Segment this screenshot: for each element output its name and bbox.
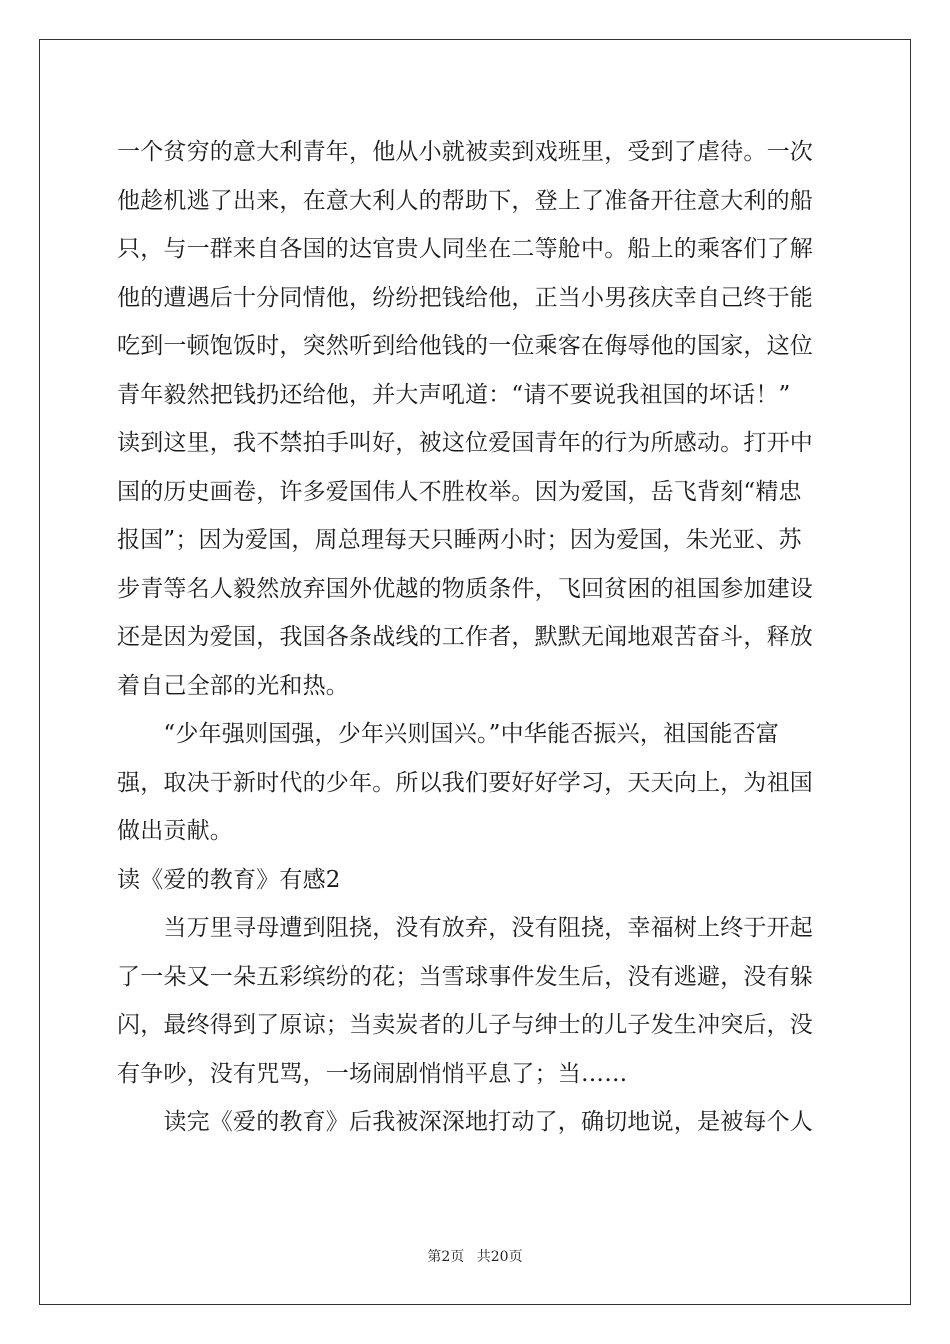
text-line: 有争吵，没有咒骂，一场闹剧悄悄平息了；当…… xyxy=(117,1060,628,1087)
text-line: 强，取决于新时代的少年。所以我们要好好学习，天天向上，为祖国 xyxy=(117,769,813,796)
section-heading: 读《爱的教育》有感2 xyxy=(117,866,341,893)
text-line: 国的历史画卷，许多爱国伟人不胜枚举。因为爱国，岳飞背刻“精忠 xyxy=(117,478,802,505)
text-line: 做出贡献。 xyxy=(117,818,233,844)
page-number: 第2页 xyxy=(427,1249,465,1265)
page-total: 共20页 xyxy=(476,1249,523,1265)
text-line: 还是因为爱国，我国各条战线的工作者，默默无闻地艰苦奋斗，释放 xyxy=(117,624,813,650)
text-line: 了一朵又一朵五彩缤纷的花；当雪球事件发生后，没有逃避，没有躲 xyxy=(117,963,813,990)
text-line: 读到这里，我不禁拍手叫好，被这位爱国青年的行为所感动。打开中 xyxy=(117,430,813,456)
text-line: 报国”；因为爱国，周总理每天只睡两小时；因为爱国，朱光亚、苏 xyxy=(117,527,802,553)
text-line: 他的遭遇后十分同情他，纷纷把钱给他，正当小男孩庆幸自己终于能 xyxy=(117,284,813,311)
text-line: 读完《爱的教育》后我被深深地打动了，确切地说，是被每个人 xyxy=(117,1109,813,1135)
text-line: 一个贫穷的意大利青年，他从小就被卖到戏班里，受到了虐待。一次 xyxy=(117,139,813,165)
text-line: 闪，最终得到了原谅；当卖炭者的儿子与绅士的儿子发生冲突后，没 xyxy=(117,1012,813,1038)
text-line: 步青等名人毅然放弃国外优越的物质条件，飞回贫困的祖国参加建设 xyxy=(117,575,813,602)
page-footer xyxy=(0,1246,950,1266)
text-line: 着自己全部的光和热。 xyxy=(117,672,349,699)
document-body xyxy=(117,128,837,1147)
text-line: 当万里寻母遭到阻挠，没有放弃，没有阻挠，幸福树上终于开起 xyxy=(117,915,813,941)
text-line: 青年毅然把钱扔还给他，并大声吼道：“请不要说我祖国的坏话！” xyxy=(117,381,791,408)
text-line: 只，与一群来自各国的达官贵人同坐在二等舱中。船上的乘客们了解 xyxy=(117,236,813,262)
text-line: “少年强则国强，少年兴则国兴。”中华能否振兴，祖国能否富 xyxy=(117,721,780,747)
text-line: 他趁机逃了出来，在意大利人的帮助下，登上了准备开往意大利的船 xyxy=(117,187,813,214)
text-line: 吃到一顿饱饭时，突然听到给他钱的一位乘客在侮辱他的国家，这位 xyxy=(117,333,813,359)
